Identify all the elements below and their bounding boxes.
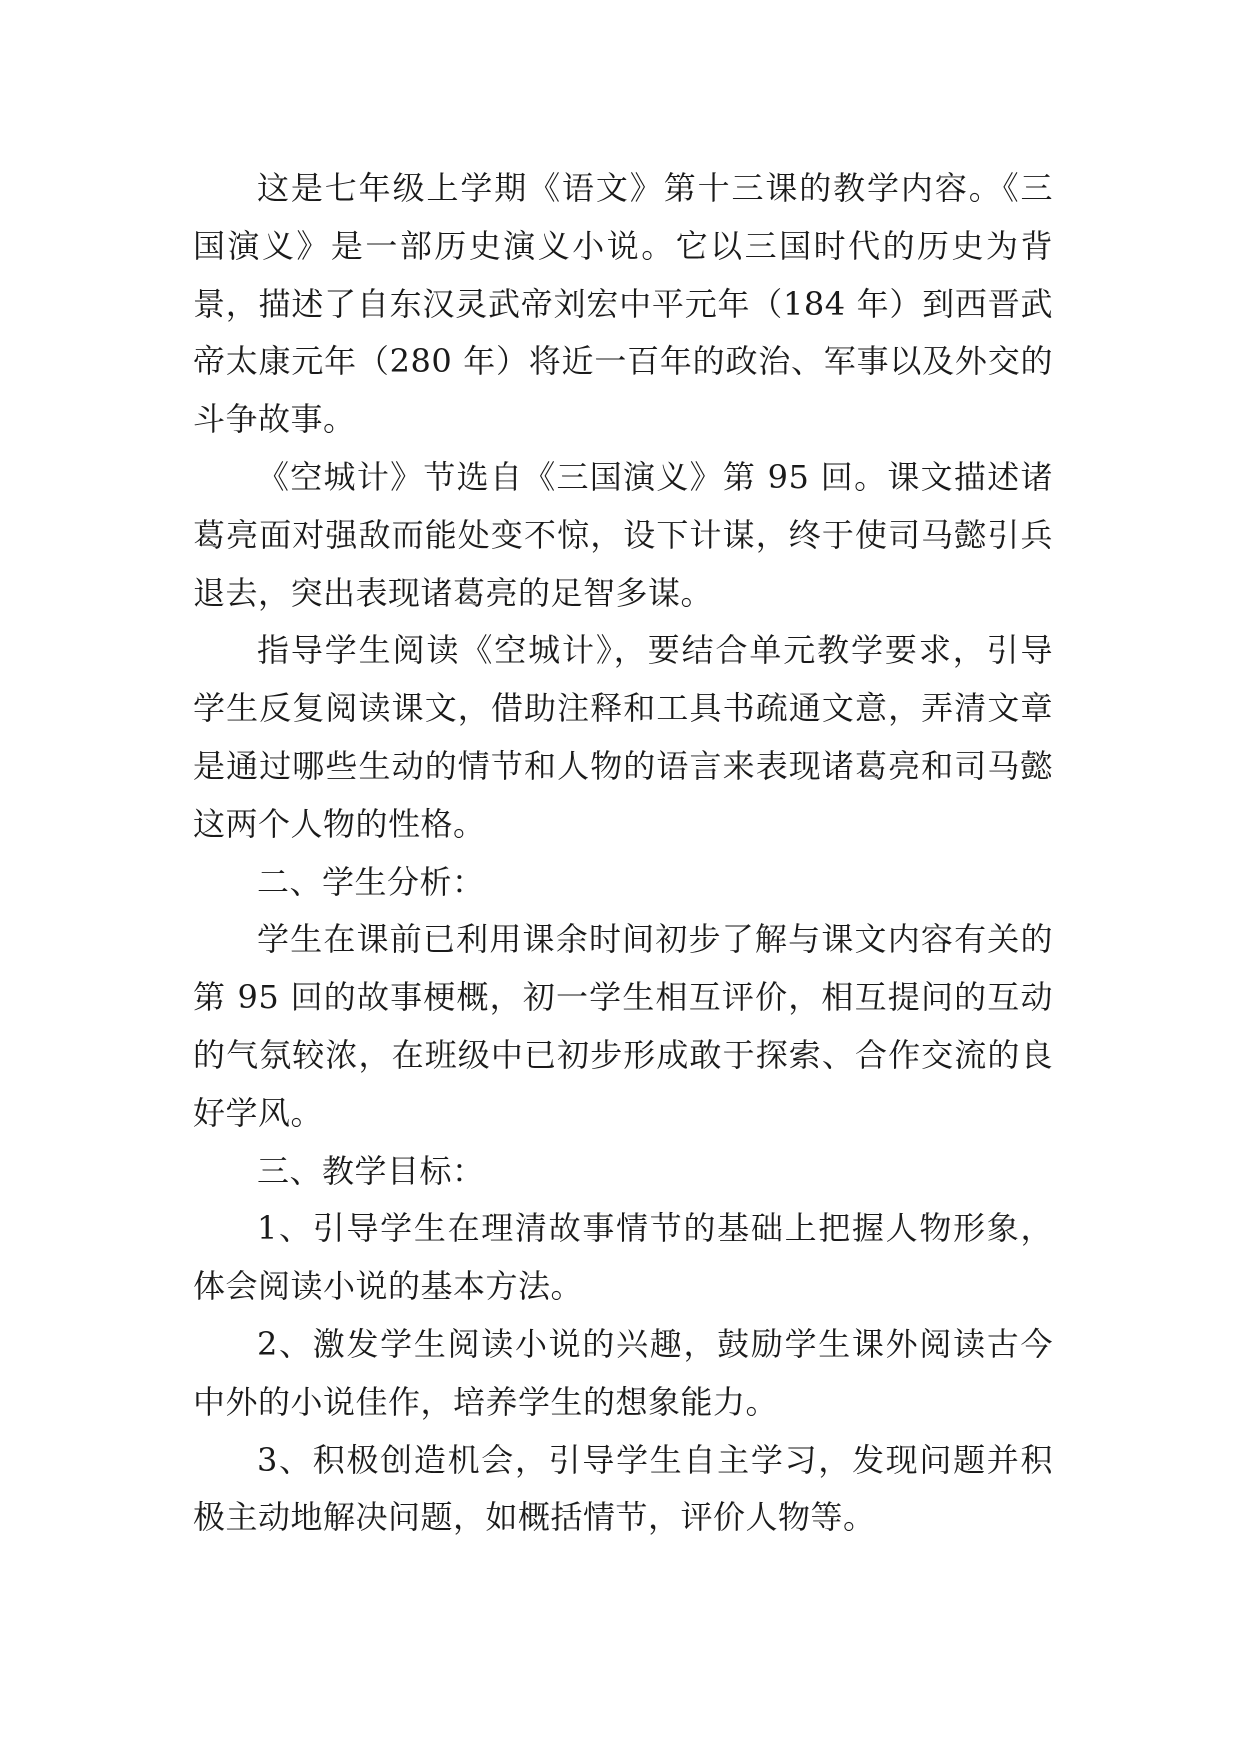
paragraph-excerpt: 《空城计》节选自《三国演义》第 95 回。课文描述诸葛亮面对强敌而能处变不惊，设下计谋，终于使司马懿引兵退去，突出表现诸葛亮的足智多谋。: [193, 457, 1053, 612]
goal-item-1: 1、引导学生在理清故事情节的基础上把握人物形象，体会阅读小说的基本方法。: [193, 1209, 1053, 1306]
section-heading-student-analysis: 二、学生分析：: [257, 862, 485, 901]
document-body: [193, 160, 1053, 1547]
paragraph-intro: 这是七年级上学期《语文》第十三课的教学内容。《三国演义》是一部历史演义小说。它以三国时代的历史为背景，描述了自东汉灵武帝刘宏中平元年（184 年）到西晋武帝太康元年（280 年）将近一百年的政治、军事以及外交的斗争故事。: [193, 169, 1053, 439]
paragraph-guidance: 指导学生阅读《空城计》，要结合单元教学要求，引导学生反复阅读课文，借助注释和工具书疏通文意，弄清文章是通过哪些生动的情节和人物的语言来表现诸葛亮和司马懿这两个人物的性格。: [193, 631, 1053, 843]
section-heading-teaching-goals: 三、教学目标：: [257, 1151, 485, 1190]
paragraph-student-analysis: 学生在课前已利用课余时间初步了解与课文内容有关的第 95 回的故事梗概，初一学生相互评价，相互提问的互动的气氛较浓，在班级中已初步形成敢于探索、合作交流的良好学风。: [193, 920, 1053, 1132]
goal-item-2: 2、激发学生阅读小说的兴趣，鼓励学生课外阅读古今中外的小说佳作，培养学生的想象能力。: [193, 1324, 1053, 1421]
goal-item-3: 3、积极创造机会，引导学生自主学习，发现问题并积极主动地解决问题，如概括情节，评价人物等。: [193, 1440, 1053, 1537]
